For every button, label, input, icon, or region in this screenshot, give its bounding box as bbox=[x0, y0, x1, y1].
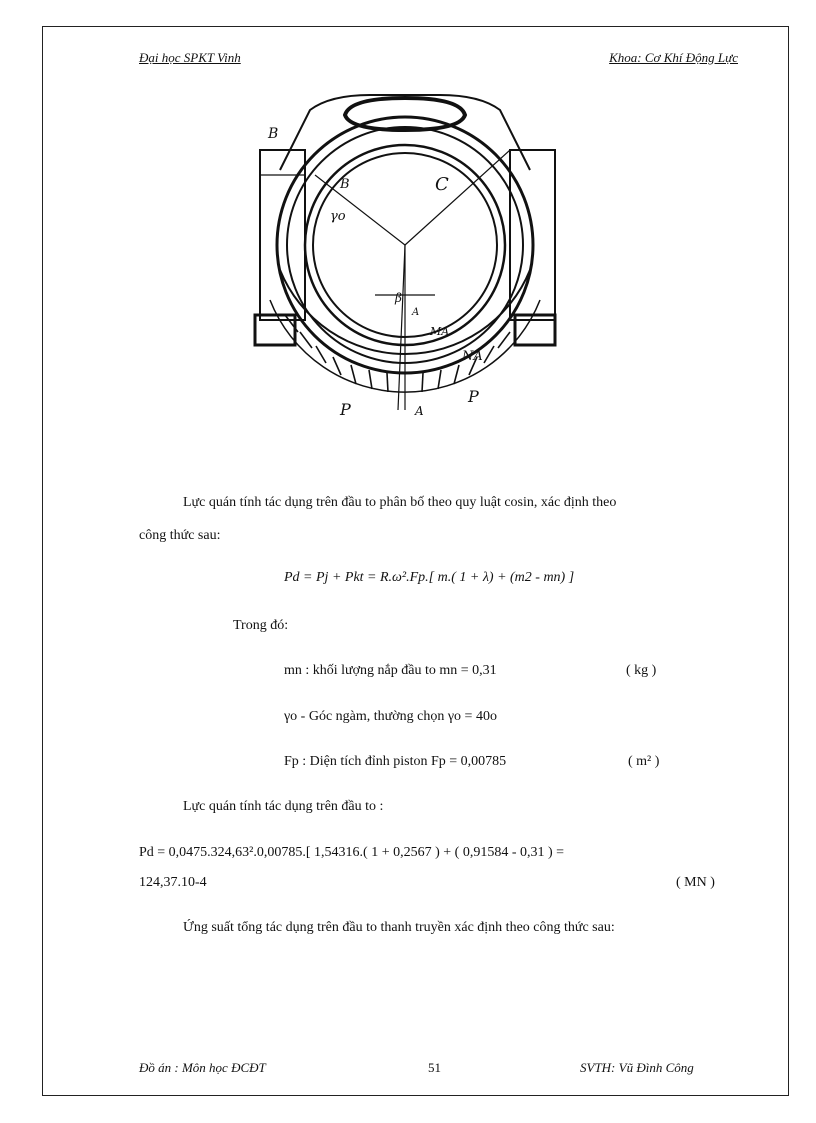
calc-line-2: 124,37.10-4 bbox=[139, 875, 207, 890]
label-a-small: A bbox=[412, 307, 420, 318]
label-na: NA bbox=[462, 349, 483, 364]
page-number: 51 bbox=[428, 1060, 441, 1075]
definition-mn: mn : khối lượng nắp đầu to mn = 0,31 bbox=[284, 663, 497, 678]
definition-mn-unit: ( kg ) bbox=[626, 663, 657, 678]
paragraph-1-line-1: Lực quán tính tác dụng trên đầu to phân bố theo quy luật cosin, xác định theo bbox=[183, 495, 617, 510]
label-a-bottom: A bbox=[415, 404, 424, 418]
paragraph-3: Ứng suất tổng tác dụng trên đầu to thanh truyền xác định theo công thức sau: bbox=[183, 920, 615, 935]
label-p-left: P bbox=[340, 400, 351, 419]
header-university: Đại học SPKT Vinh bbox=[139, 50, 241, 65]
label-c: C bbox=[435, 174, 449, 195]
formula-pd: Pd = Pj + Pkt = R.ω².Fp.[ m.( 1 + λ) + (m2 - mn) ] bbox=[284, 570, 575, 585]
connecting-rod-diagram bbox=[240, 70, 570, 430]
paragraph-1-line-2: công thức sau: bbox=[139, 528, 221, 543]
definition-gamma: γo - Góc ngàm, thường chọn γo = 40o bbox=[284, 709, 497, 724]
label-ma: MA bbox=[430, 325, 450, 338]
definition-fp: Fp : Diện tích đỉnh piston Fp = 0,00785 bbox=[284, 754, 507, 769]
footer-student: SVTH: Vũ Đình Công bbox=[580, 1060, 694, 1075]
calc-line-1: Pd = 0,0475.324,63².0,00785.[ 1,54316.( 1 + 0,2567 ) + ( 0,91584 - 0,31 ) = bbox=[139, 845, 565, 860]
label-p-right: P bbox=[468, 387, 479, 406]
header-faculty: Khoa: Cơ Khí Động Lực bbox=[609, 50, 738, 65]
label-gamma: γo bbox=[330, 209, 346, 224]
definition-fp-unit: ( m² ) bbox=[628, 754, 660, 769]
label-b-inner: B bbox=[340, 177, 350, 192]
calc-unit: ( MN ) bbox=[676, 875, 715, 890]
label-b-outer: B bbox=[268, 126, 279, 142]
footer-project: Đồ án : Môn học ĐCĐT bbox=[139, 1060, 266, 1075]
where-label: Trong đó: bbox=[233, 618, 289, 633]
paragraph-2: Lực quán tính tác dụng trên đầu to : bbox=[183, 799, 384, 814]
label-beta: β bbox=[395, 291, 402, 305]
